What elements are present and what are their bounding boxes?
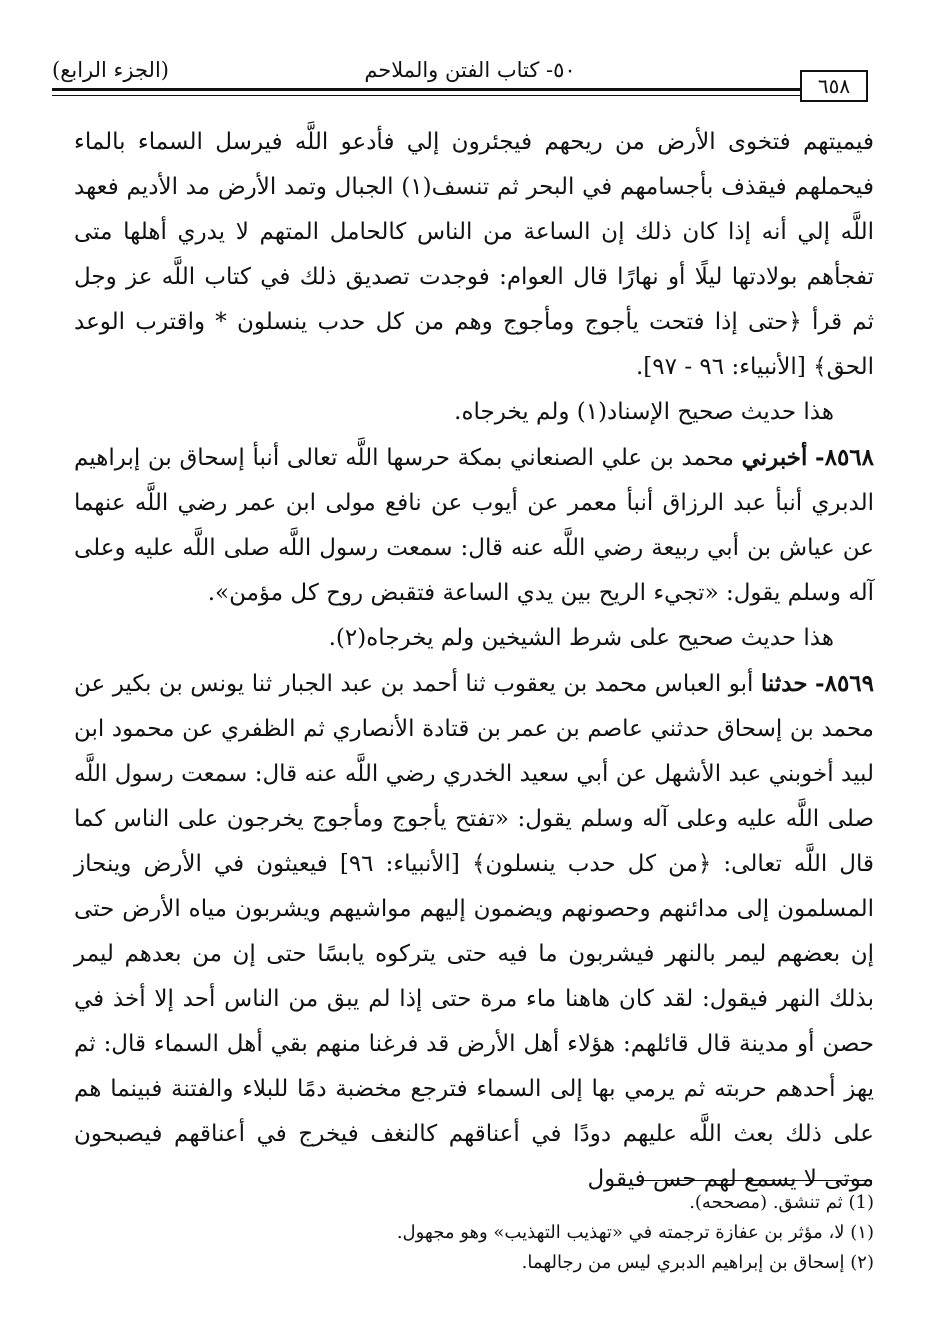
- chapter-title: ٥٠- كتاب الفتن والملاحم: [364, 58, 576, 82]
- header-rule-thin: [52, 95, 800, 96]
- hadith-8569: [74, 661, 874, 1202]
- hadith-lead: حدثنا: [760, 670, 808, 697]
- paragraph-continuation: فيميتهم فتخوى الأرض من ريحهم فيجئرون إلي فأدعو اللَّه فيرسل السماء بالماء فيحملهم فيقذف بأجسامهم في البحر ثم تنسف(١) الجبال وتمد الأرض مد الأديم فعهد اللَّه إلي أنه إذا كان ذلك إن الساعة من الناس كالحامل المتهم لا يدري أهلها متى تفجأهم بولادتها ليلًا أو نهارًا قال العوام: فوجدت تصديق ذلك في كتاب اللَّه عز وجل ثم قرأ ﴿حتى إذا فتحت يأجوج ومأجوج وهم من كل حدب ينسلون * واقترب الوعد الحق﴾ [الأنبياء: ٩٦ - ٩٧].: [74, 129, 874, 380]
- main-text: [74, 120, 874, 1202]
- hadith-grade: هذا حديث صحيح الإسناد(١) ولم يخرجاه.: [454, 399, 834, 425]
- page-number: ٦٥٨: [800, 70, 868, 102]
- footnote-rule: [640, 1180, 872, 1181]
- hadith-grade: هذا حديث صحيح على شرط الشيخين ولم يخرجاه(٢).: [328, 625, 834, 651]
- footnote: (١) لا، مؤثر بن عفازة ترجمته في «تهذيب التهذيب» وهو مجهول.: [396, 1222, 874, 1243]
- footnote: (٢) إسحاق بن إبراهيم الدبري ليس من رجالهما.: [521, 1252, 874, 1273]
- hadith-number: ٨٥٦٩-: [815, 670, 875, 697]
- footnote: (1) ثم تنشق. (مصححه).: [689, 1192, 874, 1213]
- volume-label: (الجزء الرابع): [52, 58, 169, 82]
- hadith-8568: [74, 435, 874, 616]
- hadith-text: أبو العباس محمد بن يعقوب ثنا أحمد بن عبد الجبار ثنا يونس بن بكير عن محمد بن إسحاق حدثني عاصم بن عمر بن قتادة الأنصاري ثم الظفري عن محمود ابن لبيد أخوبني عبد الأشهل عن أبي سعيد الخدري رضي اللَّه عنه قال: سمعت رسول اللَّه صلى اللَّه عليه وعلى آله وسلم يقول: «تفتح يأجوج ومأجوج يخرجون على الناس كما قال اللَّه تعالى: ﴿من كل حدب ينسلون﴾ [الأنبياء: ٩٦] فيعيثون في الأرض وينحاز المسلمون إلى مدائنهم وحصونهم ويضمون إليهم مواشيهم ويشربون مياه الأرض حتى إن بعضهم ليمر بالنهر فيشربون ما فيه حتى يتركوه يابسًا حتى إن من بعدهم ليمر بذلك النهر فيقول: لقد كان هاهنا ماء مرة حتى إذا لم يبق من الناس أحد إلا أخذ في حصن أو مدينة قال قائلهم: هؤلاء أهل الأرض قد فرغنا منهم بقي أهل السماء قال: ثم يهز أحدهم حربته ثم يرمي بها إلى السماء فترجع مخضبة دمًا للبلاء والفتنة فبينما هم على ذلك بعث اللَّه عليهم دودًا في أعناقهم كالنغف فيخرج في أعناقهم فيصبحون موتى لا يسمع لهم حس فيقول: [74, 671, 874, 1192]
- hadith-number: ٨٥٦٨-: [815, 444, 875, 471]
- footnotes: [74, 1188, 874, 1278]
- hadith-text: محمد بن علي الصنعاني بمكة حرسها اللَّه تعالى أنبأ إسحاق بن إبراهيم الدبري أنبأ عبد الرزاق أنبأ معمر عن أيوب عن نافع مولى ابن عمر رضي اللَّه عنهما عن عياش بن أبي ربيعة رضي اللَّه عنه قال: سمعت رسول اللَّه صلى اللَّه عليه وعلى آله وسلم يقول: «تجيء الريح بين يدي الساعة فتقبض روح كل مؤمن».: [74, 445, 874, 606]
- header-rule-thick: [52, 88, 800, 91]
- hadith-lead: أخبرني: [741, 444, 808, 471]
